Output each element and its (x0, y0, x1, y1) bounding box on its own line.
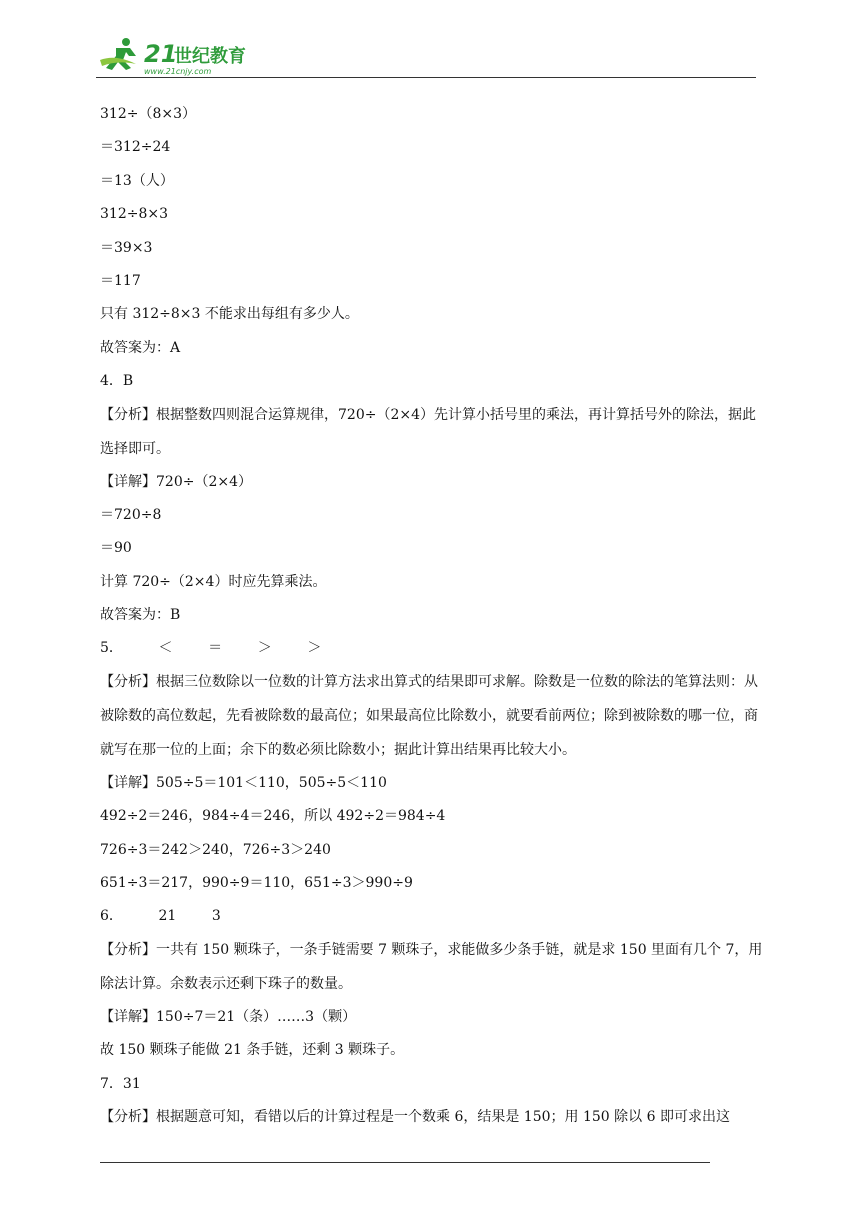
svg-text:世纪教育: 世纪教育 (174, 46, 246, 67)
text-line: ＝90 (100, 540, 132, 557)
svg-text:21: 21 (144, 40, 178, 68)
question-number: 5． ＜ ＝ ＞ ＞ (100, 640, 322, 657)
text-line: 故答案为：B (100, 607, 181, 624)
question-number: 6． 21 3 (100, 908, 221, 925)
analysis-text: 【分析】根据三位数除以一位数的计算方法求出算式的结果即可求解。除数是一位数的除法的笔算法则：从被除数的高位数起，先看被除数的最高位；如果最高位比除数小，就要看前两位；除到被除数的哪一位，商就写在那一位的上面；余下的数必须比除数小；据此计算出结果再比较大小。 (100, 673, 758, 758)
detail-text: 【详解】505÷5＝101＜110，505÷5＜110 (100, 774, 387, 791)
text-line: 726÷3＝242＞240，726÷3＞240 (100, 841, 331, 858)
answer-content (100, 104, 765, 1140)
detail-text: 【详解】150÷7＝21（条）……3（颗） (100, 1008, 357, 1025)
text-line: ＝117 (100, 272, 141, 289)
analysis-text: 【分析】根据题意可知，看错以后的计算过程是一个数乘 6，结果是 150；用 150 除以 6 即可求出这 (100, 1108, 730, 1125)
footer-rule (100, 1162, 710, 1163)
text-line: ＝720÷8 (100, 506, 162, 523)
text-line: 故 150 颗珠子能做 21 条手链，还剩 3 颗珠子。 (100, 1042, 405, 1059)
text-line: 312÷8×3 (100, 206, 168, 223)
page-header (96, 30, 756, 78)
text-line: ＝39×3 (100, 239, 153, 256)
header-rule (96, 77, 756, 78)
detail-text: 【详解】720÷（2×4） (100, 473, 252, 490)
question-number: 4．B (100, 373, 134, 390)
text-line: 只有 312÷8×3 不能求出每组有多少人。 (100, 306, 359, 323)
analysis-text: 【分析】根据整数四则混合运算规律，720÷（2×4）先计算小括号里的乘法，再计算括号外的除法，据此选择即可。 (100, 406, 756, 457)
text-line: 651÷3＝217，990÷9＝110，651÷3＞990÷9 (100, 875, 413, 892)
text-line: ＝312÷24 (100, 139, 171, 156)
text-line: 计算 720÷（2×4）时应先算乘法。 (100, 573, 327, 590)
analysis-text: 【分析】一共有 150 颗珠子，一条手链需要 7 颗珠子，求能做多少条手链，就是求 150 里面有几个 7，用除法计算。余数表示还剩下珠子的数量。 (100, 941, 763, 992)
text-line: 312÷（8×3） (100, 106, 196, 122)
text-line: 492÷2＝246，984÷4＝246，所以 492÷2＝984÷4 (100, 808, 446, 825)
text-line: ＝13（人） (100, 172, 174, 189)
text-line: 故答案为：A (100, 339, 181, 356)
site-logo (96, 34, 266, 76)
question-number: 7．31 (100, 1075, 141, 1092)
svg-text:www.21cnjy.com: www.21cnjy.com (144, 67, 212, 76)
